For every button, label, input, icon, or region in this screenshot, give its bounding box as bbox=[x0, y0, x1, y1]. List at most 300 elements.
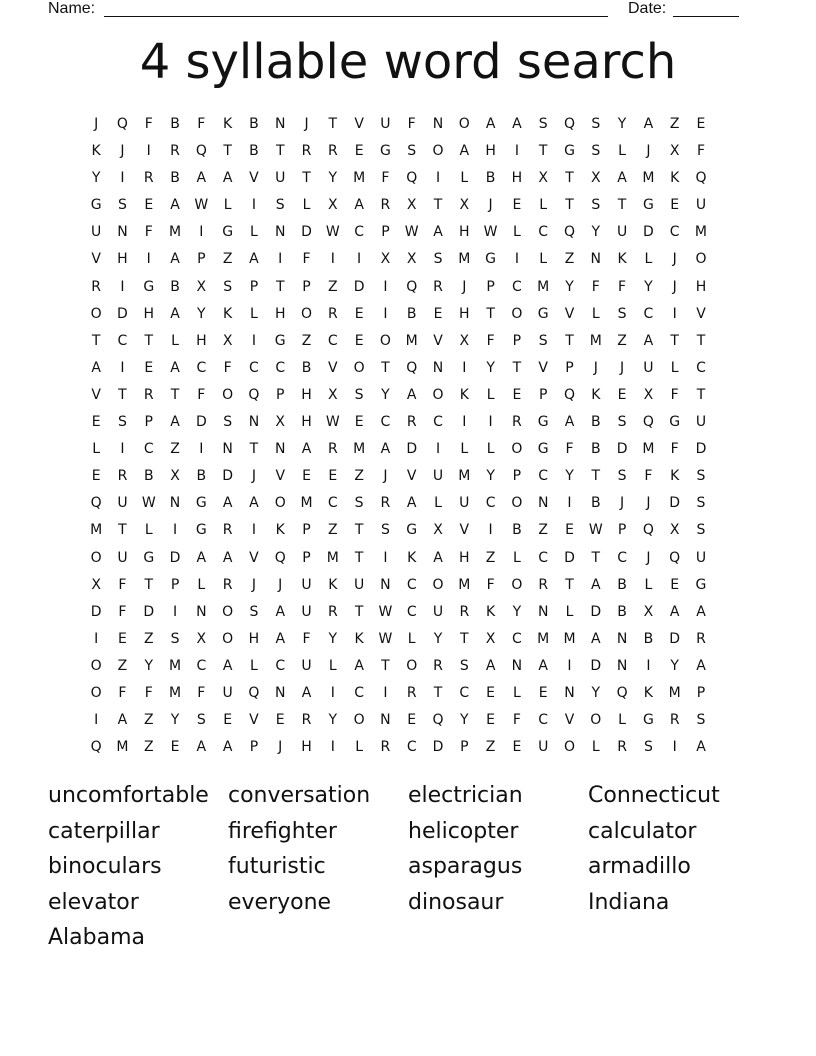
grid-letter: C bbox=[538, 224, 549, 241]
grid-letter: D bbox=[564, 549, 575, 566]
grid-letter: F bbox=[670, 441, 679, 458]
grid-letter: Y bbox=[591, 224, 601, 241]
grid-row bbox=[83, 572, 733, 599]
grid-letter: E bbox=[170, 739, 180, 756]
grid-letter: B bbox=[170, 116, 180, 132]
grid-letter: T bbox=[591, 468, 601, 485]
grid-letter: F bbox=[144, 224, 153, 241]
grid-letter: Y bbox=[328, 630, 338, 647]
grid-letter: R bbox=[669, 712, 680, 729]
grid-letter: A bbox=[696, 603, 706, 620]
grid-letter: F bbox=[486, 576, 495, 593]
worksheet-header bbox=[48, 0, 748, 20]
grid-letter: B bbox=[143, 468, 154, 485]
grid-letter: E bbox=[91, 468, 101, 485]
grid-letter: N bbox=[616, 630, 628, 647]
grid-letter: R bbox=[433, 278, 443, 295]
grid-letter: S bbox=[591, 197, 601, 214]
word-list-item: binoculars bbox=[48, 854, 162, 880]
grid-letter: Z bbox=[143, 739, 154, 756]
grid-letter: I bbox=[120, 441, 125, 458]
grid-letter: H bbox=[301, 414, 312, 431]
grid-letter: D bbox=[143, 603, 155, 620]
grid-letter: B bbox=[170, 278, 180, 295]
grid-letter: C bbox=[117, 332, 128, 349]
grid-letter: U bbox=[301, 576, 312, 593]
grid-letter: L bbox=[250, 657, 258, 674]
grid-letter: F bbox=[197, 386, 206, 403]
grid-letter: Q bbox=[642, 522, 654, 539]
grid-letter: R bbox=[327, 143, 338, 160]
word-list-item: asparagus bbox=[408, 854, 523, 880]
grid-letter: H bbox=[459, 305, 470, 322]
grid-letter: U bbox=[643, 359, 654, 376]
grid-letter: M bbox=[353, 441, 366, 458]
grid-letter: S bbox=[459, 657, 469, 674]
grid-letter: Z bbox=[485, 739, 496, 756]
grid-letter: H bbox=[274, 305, 286, 322]
grid-letter: I bbox=[672, 305, 677, 322]
grid-row bbox=[83, 165, 733, 192]
grid-letter: M bbox=[589, 332, 602, 349]
grid-letter: C bbox=[538, 468, 549, 485]
grid-letter: W bbox=[483, 224, 498, 241]
grid-letter: S bbox=[380, 522, 390, 539]
date-blank-line bbox=[673, 16, 739, 17]
grid-letter: X bbox=[459, 332, 470, 349]
grid-letter: Z bbox=[328, 522, 338, 539]
grid-letter: L bbox=[512, 684, 521, 701]
grid-letter: H bbox=[511, 170, 523, 187]
grid-letter: P bbox=[144, 414, 153, 431]
grid-letter: V bbox=[459, 522, 470, 539]
grid-letter: D bbox=[353, 278, 365, 295]
grid-row bbox=[83, 192, 733, 219]
grid-letter: K bbox=[643, 684, 653, 701]
grid-letter: U bbox=[91, 224, 102, 241]
grid-letter: A bbox=[222, 549, 233, 566]
grid-letter: W bbox=[588, 522, 603, 539]
grid-letter: R bbox=[170, 143, 180, 160]
word-list-item: everyone bbox=[228, 889, 332, 915]
grid-letter: J bbox=[672, 251, 677, 268]
grid-letter: X bbox=[459, 197, 470, 214]
grid-letter: B bbox=[617, 603, 627, 620]
grid-letter: O bbox=[222, 603, 234, 620]
grid-letter: G bbox=[642, 712, 654, 729]
grid-letter: O bbox=[590, 712, 602, 729]
grid-letter: L bbox=[644, 251, 653, 268]
grid-letter: E bbox=[433, 305, 443, 322]
grid-letter: X bbox=[433, 522, 443, 539]
grid-letter: J bbox=[383, 468, 388, 485]
grid-letter: E bbox=[302, 468, 311, 485]
grid-letter: X bbox=[406, 251, 417, 268]
grid-letter: I bbox=[330, 251, 335, 268]
grid-letter: F bbox=[696, 143, 705, 160]
grid-row bbox=[83, 274, 733, 301]
grid-letter: L bbox=[460, 441, 469, 458]
grid-letter: S bbox=[617, 414, 627, 431]
grid-letter: I bbox=[646, 657, 651, 674]
grid-letter: Q bbox=[90, 495, 102, 512]
grid-letter: P bbox=[197, 251, 206, 268]
word-list-item: Indiana bbox=[588, 889, 670, 915]
grid-letter: O bbox=[406, 657, 418, 674]
grid-letter: O bbox=[90, 657, 102, 674]
grid-letter: A bbox=[222, 657, 233, 674]
grid-letter: S bbox=[170, 630, 180, 647]
grid-letter: A bbox=[485, 116, 496, 132]
grid-letter: I bbox=[120, 359, 125, 376]
grid-letter: P bbox=[696, 684, 706, 701]
grid-letter: Y bbox=[591, 684, 601, 701]
grid-letter: C bbox=[538, 549, 549, 566]
grid-letter: P bbox=[170, 576, 180, 593]
grid-letter: U bbox=[117, 495, 128, 512]
grid-letter: C bbox=[327, 495, 338, 512]
grid-letter: F bbox=[118, 684, 127, 701]
grid-letter: Y bbox=[644, 278, 653, 295]
grid-letter: S bbox=[696, 522, 706, 539]
grid-letter: I bbox=[251, 197, 256, 214]
grid-letter: X bbox=[196, 630, 207, 647]
grid-letter: G bbox=[485, 251, 497, 268]
grid-letter: R bbox=[433, 657, 443, 674]
grid-letter: T bbox=[275, 278, 285, 295]
grid-letter: N bbox=[564, 684, 575, 701]
grid-letter: T bbox=[249, 441, 259, 458]
grid-letter: R bbox=[222, 522, 233, 539]
grid-letter: M bbox=[405, 332, 418, 349]
grid-letter: O bbox=[511, 495, 523, 512]
grid-letter: G bbox=[669, 414, 681, 431]
word-list bbox=[48, 778, 768, 956]
grid-letter: I bbox=[94, 630, 99, 647]
grid-letter: O bbox=[432, 386, 444, 403]
grid-letter: O bbox=[222, 386, 234, 403]
grid-letter: K bbox=[91, 143, 101, 160]
grid-letter: N bbox=[196, 603, 207, 620]
grid-letter: X bbox=[669, 143, 680, 160]
grid-letter: J bbox=[620, 359, 625, 376]
grid-letter: Z bbox=[143, 712, 154, 729]
grid-letter: O bbox=[90, 305, 102, 322]
grid-letter: T bbox=[381, 657, 390, 674]
grid-letter: L bbox=[644, 576, 653, 593]
grid-letter: K bbox=[328, 576, 338, 593]
grid-letter: I bbox=[120, 170, 125, 187]
grid-letter: R bbox=[617, 739, 627, 756]
grid-letter: L bbox=[512, 549, 521, 566]
grid-letter: T bbox=[328, 116, 338, 132]
grid-letter: Y bbox=[144, 657, 154, 674]
grid-letter: S bbox=[538, 116, 548, 132]
grid-letter: E bbox=[407, 712, 417, 729]
grid-letter: U bbox=[432, 468, 444, 485]
grid-letter: V bbox=[696, 305, 706, 322]
grid-letter: I bbox=[435, 441, 441, 458]
grid-letter: Y bbox=[197, 305, 206, 322]
grid-letter: H bbox=[143, 305, 154, 322]
word-list-item: dinosaur bbox=[408, 889, 504, 915]
grid-letter: S bbox=[591, 143, 601, 160]
grid-letter: E bbox=[354, 414, 364, 431]
grid-letter: S bbox=[407, 143, 417, 160]
grid-letter: A bbox=[170, 305, 180, 322]
grid-letter: A bbox=[354, 197, 364, 214]
grid-letter: R bbox=[380, 197, 391, 214]
grid-letter: M bbox=[168, 657, 182, 674]
grid-letter: W bbox=[194, 197, 209, 214]
grid-row bbox=[83, 490, 733, 517]
grid-letter: F bbox=[302, 630, 311, 647]
grid-letter: J bbox=[94, 116, 99, 132]
grid-letter: O bbox=[432, 143, 444, 160]
grid-letter: N bbox=[274, 224, 286, 241]
grid-letter: G bbox=[379, 143, 391, 160]
grid-letter: I bbox=[172, 522, 178, 539]
grid-letter: E bbox=[696, 116, 706, 132]
grid-letter: K bbox=[275, 522, 285, 539]
grid-letter: L bbox=[355, 739, 364, 756]
grid-letter: C bbox=[459, 684, 470, 701]
grid-letter: A bbox=[696, 739, 706, 756]
grid-letter: A bbox=[170, 359, 180, 376]
grid-letter: N bbox=[248, 414, 260, 431]
grid-letter: F bbox=[565, 441, 574, 458]
grid-letter: P bbox=[302, 549, 311, 566]
grid-letter: E bbox=[354, 143, 364, 160]
grid-letter: X bbox=[485, 630, 496, 647]
grid-letter: Q bbox=[406, 359, 418, 376]
grid-letter: V bbox=[406, 468, 417, 485]
grid-letter: W bbox=[141, 495, 156, 512]
grid-letter: B bbox=[249, 143, 259, 160]
grid-letter: O bbox=[432, 576, 444, 593]
grid-letter: T bbox=[591, 549, 601, 566]
grid-letter: A bbox=[249, 251, 259, 268]
grid-letter: I bbox=[172, 603, 178, 620]
grid-letter: B bbox=[196, 468, 207, 485]
grid-letter: Z bbox=[117, 657, 128, 674]
grid-letter: O bbox=[353, 712, 365, 729]
grid-letter: I bbox=[278, 251, 283, 268]
grid-letter: C bbox=[327, 332, 338, 349]
grid-letter: R bbox=[380, 495, 391, 512]
word-list-item: armadillo bbox=[588, 854, 691, 880]
date-label: Date: bbox=[628, 0, 667, 17]
grid-letter: D bbox=[590, 657, 602, 674]
grid-letter: K bbox=[354, 630, 364, 647]
grid-letter: E bbox=[512, 739, 522, 756]
grid-letter: A bbox=[354, 657, 364, 674]
grid-letter: S bbox=[696, 495, 706, 512]
grid-letter: J bbox=[672, 278, 677, 295]
word-list-item: Alabama bbox=[48, 925, 146, 951]
grid-letter: A bbox=[564, 414, 575, 431]
grid-letter: M bbox=[300, 495, 313, 512]
grid-letter: E bbox=[223, 712, 233, 729]
grid-letter: S bbox=[249, 603, 259, 620]
grid-letter: P bbox=[381, 224, 390, 241]
grid-letter: P bbox=[460, 739, 469, 756]
grid-letter: E bbox=[275, 712, 285, 729]
grid-letter: U bbox=[459, 495, 470, 512]
grid-letter: E bbox=[617, 386, 627, 403]
grid-letter: Y bbox=[433, 630, 443, 647]
word-list-item: conversation bbox=[228, 783, 371, 808]
grid-letter: Z bbox=[669, 116, 680, 132]
word-list-item: uncomfortable bbox=[48, 783, 209, 808]
grid-letter: A bbox=[117, 712, 128, 729]
grid-letter: G bbox=[537, 441, 549, 458]
grid-letter: I bbox=[199, 224, 204, 241]
grid-letter: S bbox=[354, 495, 364, 512]
grid-letter: Y bbox=[91, 170, 101, 187]
grid-letter: M bbox=[537, 630, 550, 647]
grid-letter: Q bbox=[90, 739, 102, 756]
grid-letter: Q bbox=[195, 143, 207, 160]
grid-letter: A bbox=[433, 224, 443, 241]
grid-letter: Q bbox=[616, 684, 628, 701]
grid-letter: I bbox=[672, 739, 677, 756]
grid-letter: K bbox=[407, 549, 417, 566]
grid-letter: Y bbox=[328, 712, 338, 729]
page-title: 4 syllable word search bbox=[139, 34, 677, 90]
name-label: Name: bbox=[48, 0, 96, 17]
grid-letter: D bbox=[642, 224, 654, 241]
grid-letter: L bbox=[197, 576, 206, 593]
grid-letter: J bbox=[620, 495, 625, 512]
grid-letter: O bbox=[90, 684, 102, 701]
grid-letter: N bbox=[222, 441, 233, 458]
grid-letter: N bbox=[432, 359, 444, 376]
grid-letter: Q bbox=[669, 549, 681, 566]
grid-letter: H bbox=[459, 224, 470, 241]
grid-letter: Q bbox=[248, 386, 260, 403]
grid-letter: P bbox=[538, 386, 548, 403]
grid-letter: T bbox=[223, 143, 232, 160]
grid-letter: W bbox=[325, 414, 340, 431]
grid-letter: Z bbox=[170, 441, 180, 458]
word-list-item: helicopter bbox=[408, 818, 519, 844]
grid-letter: C bbox=[512, 630, 522, 647]
grid-letter: Q bbox=[406, 278, 418, 295]
grid-letter: F bbox=[644, 468, 653, 485]
name-blank-line bbox=[104, 16, 608, 17]
grid-letter: M bbox=[168, 224, 182, 241]
grid-letter: K bbox=[670, 468, 680, 485]
grid-row bbox=[83, 301, 733, 328]
grid-letter: N bbox=[169, 495, 181, 512]
grid-letter: L bbox=[486, 386, 495, 403]
grid-letter: A bbox=[433, 549, 443, 566]
grid-letter: S bbox=[196, 712, 206, 729]
grid-letter: X bbox=[196, 278, 207, 295]
grid-letter: A bbox=[406, 495, 417, 512]
grid-letter: R bbox=[301, 143, 312, 160]
grid-letter: M bbox=[458, 251, 471, 268]
grid-letter: P bbox=[565, 359, 574, 376]
grid-letter: F bbox=[302, 251, 311, 268]
grid-letter: I bbox=[383, 549, 388, 566]
grid-letter: M bbox=[537, 278, 550, 295]
grid-letter: D bbox=[169, 549, 181, 566]
grid-letter: C bbox=[512, 278, 522, 295]
grid-letter: C bbox=[275, 657, 286, 674]
grid-letter: D bbox=[90, 603, 102, 620]
grid-letter: T bbox=[354, 603, 364, 620]
grid-letter: J bbox=[462, 278, 467, 295]
grid-row bbox=[83, 626, 733, 653]
grid-letter: G bbox=[537, 414, 549, 431]
word-list-item: electrician bbox=[408, 783, 523, 808]
grid-letter: N bbox=[117, 224, 128, 241]
word-list-item: caterpillar bbox=[48, 818, 160, 844]
grid-letter: O bbox=[274, 495, 286, 512]
grid-letter: V bbox=[354, 116, 364, 132]
grid-letter: L bbox=[250, 305, 258, 322]
grid-letter: E bbox=[486, 712, 496, 729]
grid-letter: P bbox=[512, 332, 522, 349]
grid-letter: P bbox=[302, 278, 311, 295]
grid-letter: Q bbox=[695, 170, 707, 187]
grid-letter: T bbox=[565, 197, 574, 214]
grid-row bbox=[83, 680, 733, 707]
grid-row bbox=[83, 328, 733, 355]
grid-letter: C bbox=[617, 549, 627, 566]
grid-letter: E bbox=[670, 576, 680, 593]
grid-letter: V bbox=[538, 359, 548, 376]
grid-letter: E bbox=[354, 332, 364, 349]
grid-letter: C bbox=[406, 603, 417, 620]
grid-letter: T bbox=[91, 332, 101, 349]
grid-letter: A bbox=[91, 359, 101, 376]
grid-letter: R bbox=[91, 278, 102, 295]
grid-letter: F bbox=[118, 603, 127, 620]
grid-letter: S bbox=[223, 414, 233, 431]
grid-letter: A bbox=[485, 657, 496, 674]
grid-letter: X bbox=[328, 386, 338, 403]
grid-letter: M bbox=[326, 549, 339, 566]
grid-letter: O bbox=[511, 576, 523, 593]
grid-letter: Z bbox=[328, 278, 338, 295]
grid-letter: M bbox=[668, 684, 681, 701]
grid-letter: J bbox=[593, 359, 598, 376]
grid-letter: S bbox=[275, 197, 285, 214]
grid-letter: Q bbox=[642, 414, 654, 431]
grid-letter: J bbox=[251, 468, 256, 485]
grid-letter: I bbox=[146, 251, 151, 268]
grid-letter: D bbox=[695, 441, 707, 458]
grid-letter: N bbox=[380, 576, 391, 593]
grid-letter: R bbox=[327, 305, 338, 322]
grid-letter: R bbox=[222, 576, 233, 593]
grid-letter: T bbox=[512, 359, 522, 376]
grid-letter: B bbox=[590, 414, 601, 431]
grid-letter: V bbox=[249, 170, 259, 187]
grid-letter: X bbox=[91, 576, 101, 593]
grid-letter: W bbox=[378, 630, 393, 647]
grid-row bbox=[83, 219, 733, 246]
grid-letter: A bbox=[249, 495, 259, 512]
grid-letter: T bbox=[565, 576, 574, 593]
grid-letter: E bbox=[91, 414, 101, 431]
grid-letter: U bbox=[538, 739, 549, 756]
grid-letter: A bbox=[170, 251, 180, 268]
grid-letter: A bbox=[196, 170, 207, 187]
